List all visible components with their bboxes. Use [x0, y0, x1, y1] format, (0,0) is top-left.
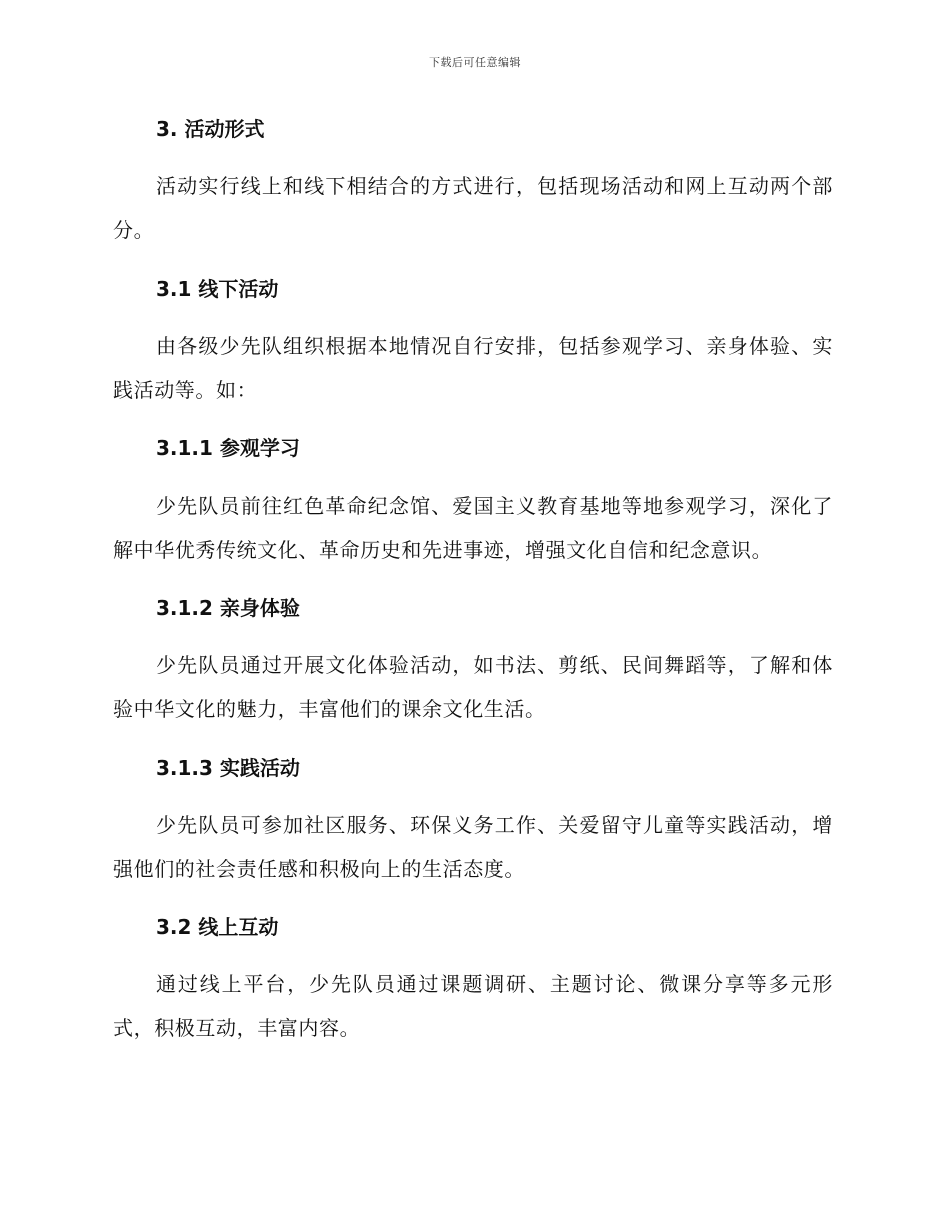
section-heading-experience: 3.1.2 亲身体验: [156, 596, 300, 620]
section-heading-visit-study: 3.1.1 参观学习: [156, 436, 300, 460]
header-note: 下载后可任意编辑: [429, 56, 521, 69]
paragraph-practice: 少先队员可参加社区服务、环保义务工作、关爱留守儿童等实践活动，增强他们的社会责任感和积极向上的生活态度。: [113, 813, 833, 881]
section-heading-practice: 3.1.3 实践活动: [156, 756, 300, 780]
section-heading-offline: 3.1 线下活动: [156, 277, 279, 301]
paragraph-activity-form: 活动实行线上和线下相结合的方式进行，包括现场活动和网上互动两个部分。: [113, 174, 833, 242]
paragraph-offline: 由各级少先队组织根据本地情况自行安排，包括参观学习、亲身体验、实践活动等。如：: [113, 334, 833, 402]
section-heading-online: 3.2 线上互动: [156, 915, 279, 939]
paragraph-visit-study: 少先队员前往红色革命纪念馆、爱国主义教育基地等地参观学习，深化了解中华优秀传统文化、革命历史和先进事迹，增强文化自信和纪念意识。: [113, 494, 833, 562]
paragraph-online: 通过线上平台，少先队员通过课题调研、主题讨论、微课分享等多元形式，积极互动，丰富内容。: [113, 972, 833, 1040]
paragraph-experience: 少先队员通过开展文化体验活动，如书法、剪纸、民间舞蹈等，了解和体验中华文化的魅力，丰富他们的课余文化生活。: [113, 653, 833, 721]
section-heading-activity-form: 3. 活动形式: [156, 117, 265, 141]
